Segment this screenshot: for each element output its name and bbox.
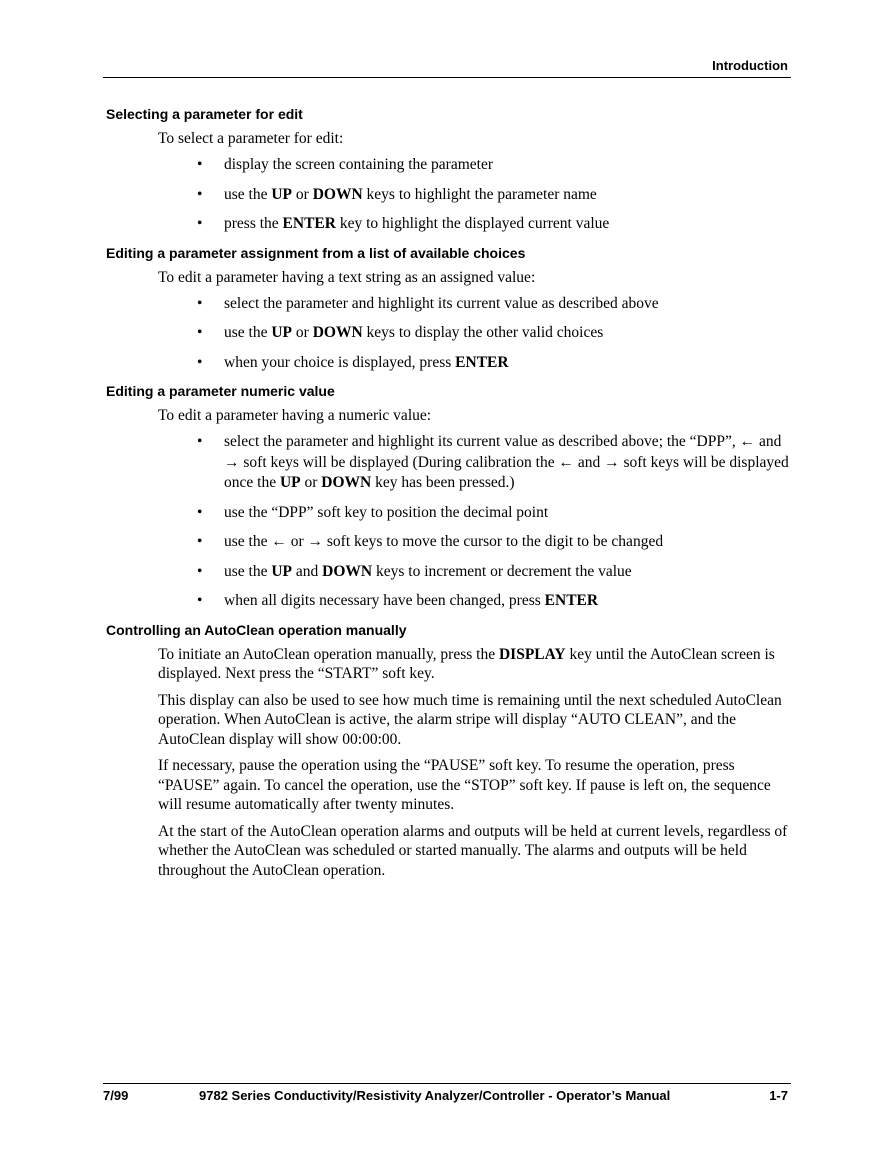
text-run: keys to increment or decrement the value (372, 562, 632, 580)
text-run: select the parameter and highlight its current value as described above (224, 294, 659, 312)
list-item-text (224, 186, 597, 203)
bold-key-term: UP (271, 562, 293, 580)
section-heading: Editing a parameter numeric value (106, 383, 335, 399)
bold-key-term: ENTER (544, 592, 599, 609)
list-item-text (224, 354, 509, 371)
bold-key-term: UP (271, 324, 293, 341)
list-item (106, 294, 792, 315)
body-paragraph (158, 756, 792, 815)
text-run: To initiate an AutoClean operation manually, press the (158, 645, 499, 663)
bullet-glyph: • (197, 353, 203, 371)
text-run: or (292, 324, 313, 341)
list-item-text (224, 592, 598, 609)
list-item (106, 323, 792, 344)
list-item (106, 503, 792, 524)
bold-key-term: UP (271, 185, 293, 203)
bullet-glyph: • (197, 433, 203, 450)
bullet-glyph: • (197, 294, 203, 312)
text-run: select the parameter and highlight its current value as described above; the “DPP”, ← and → soft keys will be displayed (During calibration the ← and → soft keys will be displayed once the (224, 433, 789, 491)
footer-date: 7/99 (103, 1088, 129, 1103)
section-intro: To edit a parameter having a numeric value: (158, 407, 432, 424)
list-item (106, 155, 792, 176)
bold-key-term: DOWN (322, 562, 373, 580)
text-run: press the (224, 215, 283, 232)
bullet-glyph: • (197, 533, 203, 550)
text-run: This display can also be used to see how much time is remaining until the next scheduled AutoClean operation. When AutoClean is active, the alarm stripe will display “AUTO CLEAN”, and the AutoClean display will show 00:00:00. (158, 691, 782, 748)
list-item (106, 214, 792, 235)
body-paragraph (158, 822, 792, 881)
list-item (106, 532, 792, 553)
bold-key-term: ENTER (455, 353, 509, 371)
bullet-glyph: • (197, 156, 203, 173)
list-item (106, 185, 792, 206)
footer-manual-title: 9782 Series Conductivity/Resistivity Analyzer/Controller - Operator’s Manual (199, 1088, 671, 1103)
list-item (106, 432, 792, 494)
list-item (106, 353, 792, 374)
bold-key-term: DOWN (312, 324, 363, 341)
text-run: or (300, 474, 322, 491)
bold-key-term: DISPLAY (498, 645, 566, 663)
bullet-list (106, 432, 792, 612)
bold-key-term: UP (279, 474, 301, 491)
list-item-text (224, 504, 548, 521)
section-editing-numeric (106, 382, 792, 612)
bold-key-term: DOWN (321, 474, 372, 491)
text-run: use the ← or → soft keys to move the cursor to the digit to be changed (224, 533, 664, 550)
text-run: keys to display the other valid choices (362, 324, 604, 341)
section-intro: To edit a parameter having a text string as an assigned value: (158, 268, 536, 286)
bullet-glyph: • (197, 215, 203, 232)
text-run: If necessary, pause the operation using the “PAUSE” soft key. To resume the operation, press “PAUSE” again. To cancel the operation, use the “STOP” soft key. If pause is left on, the sequence will resume automatically after twenty minutes. (158, 757, 771, 813)
text-run: when all digits necessary have been changed, press (224, 592, 545, 609)
section-heading: Selecting a parameter for edit (106, 106, 303, 122)
section-heading: Editing a parameter assignment from a list of available choices (106, 244, 526, 261)
list-item-text (224, 533, 663, 550)
text-run: key to highlight the displayed current value (335, 215, 610, 232)
bullet-glyph: • (197, 185, 203, 203)
running-header-section: Introduction (712, 58, 788, 73)
body-paragraph (158, 645, 792, 684)
list-item-text (224, 433, 789, 491)
list-item (106, 562, 792, 583)
section-autoclean (106, 621, 792, 881)
bullet-glyph: • (197, 324, 203, 341)
section-heading: Controlling an AutoClean operation manually (106, 621, 407, 638)
text-run: key until the AutoClean screen is displayed. Next press the “START” soft key. (158, 645, 775, 682)
bullet-list (106, 155, 792, 235)
text-run: or (292, 185, 313, 203)
text-run: when your choice is displayed, press (224, 353, 456, 371)
section-intro: To select a parameter for edit: (158, 130, 344, 147)
list-item-text (224, 215, 609, 232)
text-run: and (292, 562, 323, 580)
section-selecting-parameter (106, 105, 792, 235)
text-run: use the (224, 324, 272, 341)
list-item-text (224, 295, 659, 312)
bullet-glyph: • (197, 562, 203, 580)
bullet-glyph: • (197, 592, 203, 609)
bullet-list (106, 294, 792, 374)
list-item-text (224, 324, 603, 341)
footer-page-number: 1-7 (769, 1088, 788, 1103)
text-run: use the (224, 185, 272, 203)
list-item-text (224, 156, 493, 173)
list-item (106, 591, 792, 612)
header-rule (103, 77, 791, 78)
footer-rule (103, 1083, 791, 1084)
bold-key-term: ENTER (282, 215, 336, 232)
text-run: use the “DPP” soft key to position the decimal point (224, 503, 549, 521)
text-run: keys to highlight the parameter name (362, 185, 597, 203)
text-run: display the screen containing the parameter (224, 156, 493, 173)
page-body (106, 105, 792, 887)
section-editing-assignment (106, 244, 792, 374)
bullet-glyph: • (197, 503, 203, 521)
text-run: At the start of the AutoClean operation alarms and outputs will be held at current levels, regardless of whether the AutoClean was scheduled or started manually. The alarms and outputs will be held throughout the AutoClean operation. (158, 822, 788, 879)
bold-key-term: DOWN (312, 185, 363, 203)
text-run: key has been pressed.) (371, 474, 515, 491)
list-item-text (224, 563, 632, 580)
text-run: use the (224, 562, 272, 580)
body-paragraph (158, 691, 792, 750)
